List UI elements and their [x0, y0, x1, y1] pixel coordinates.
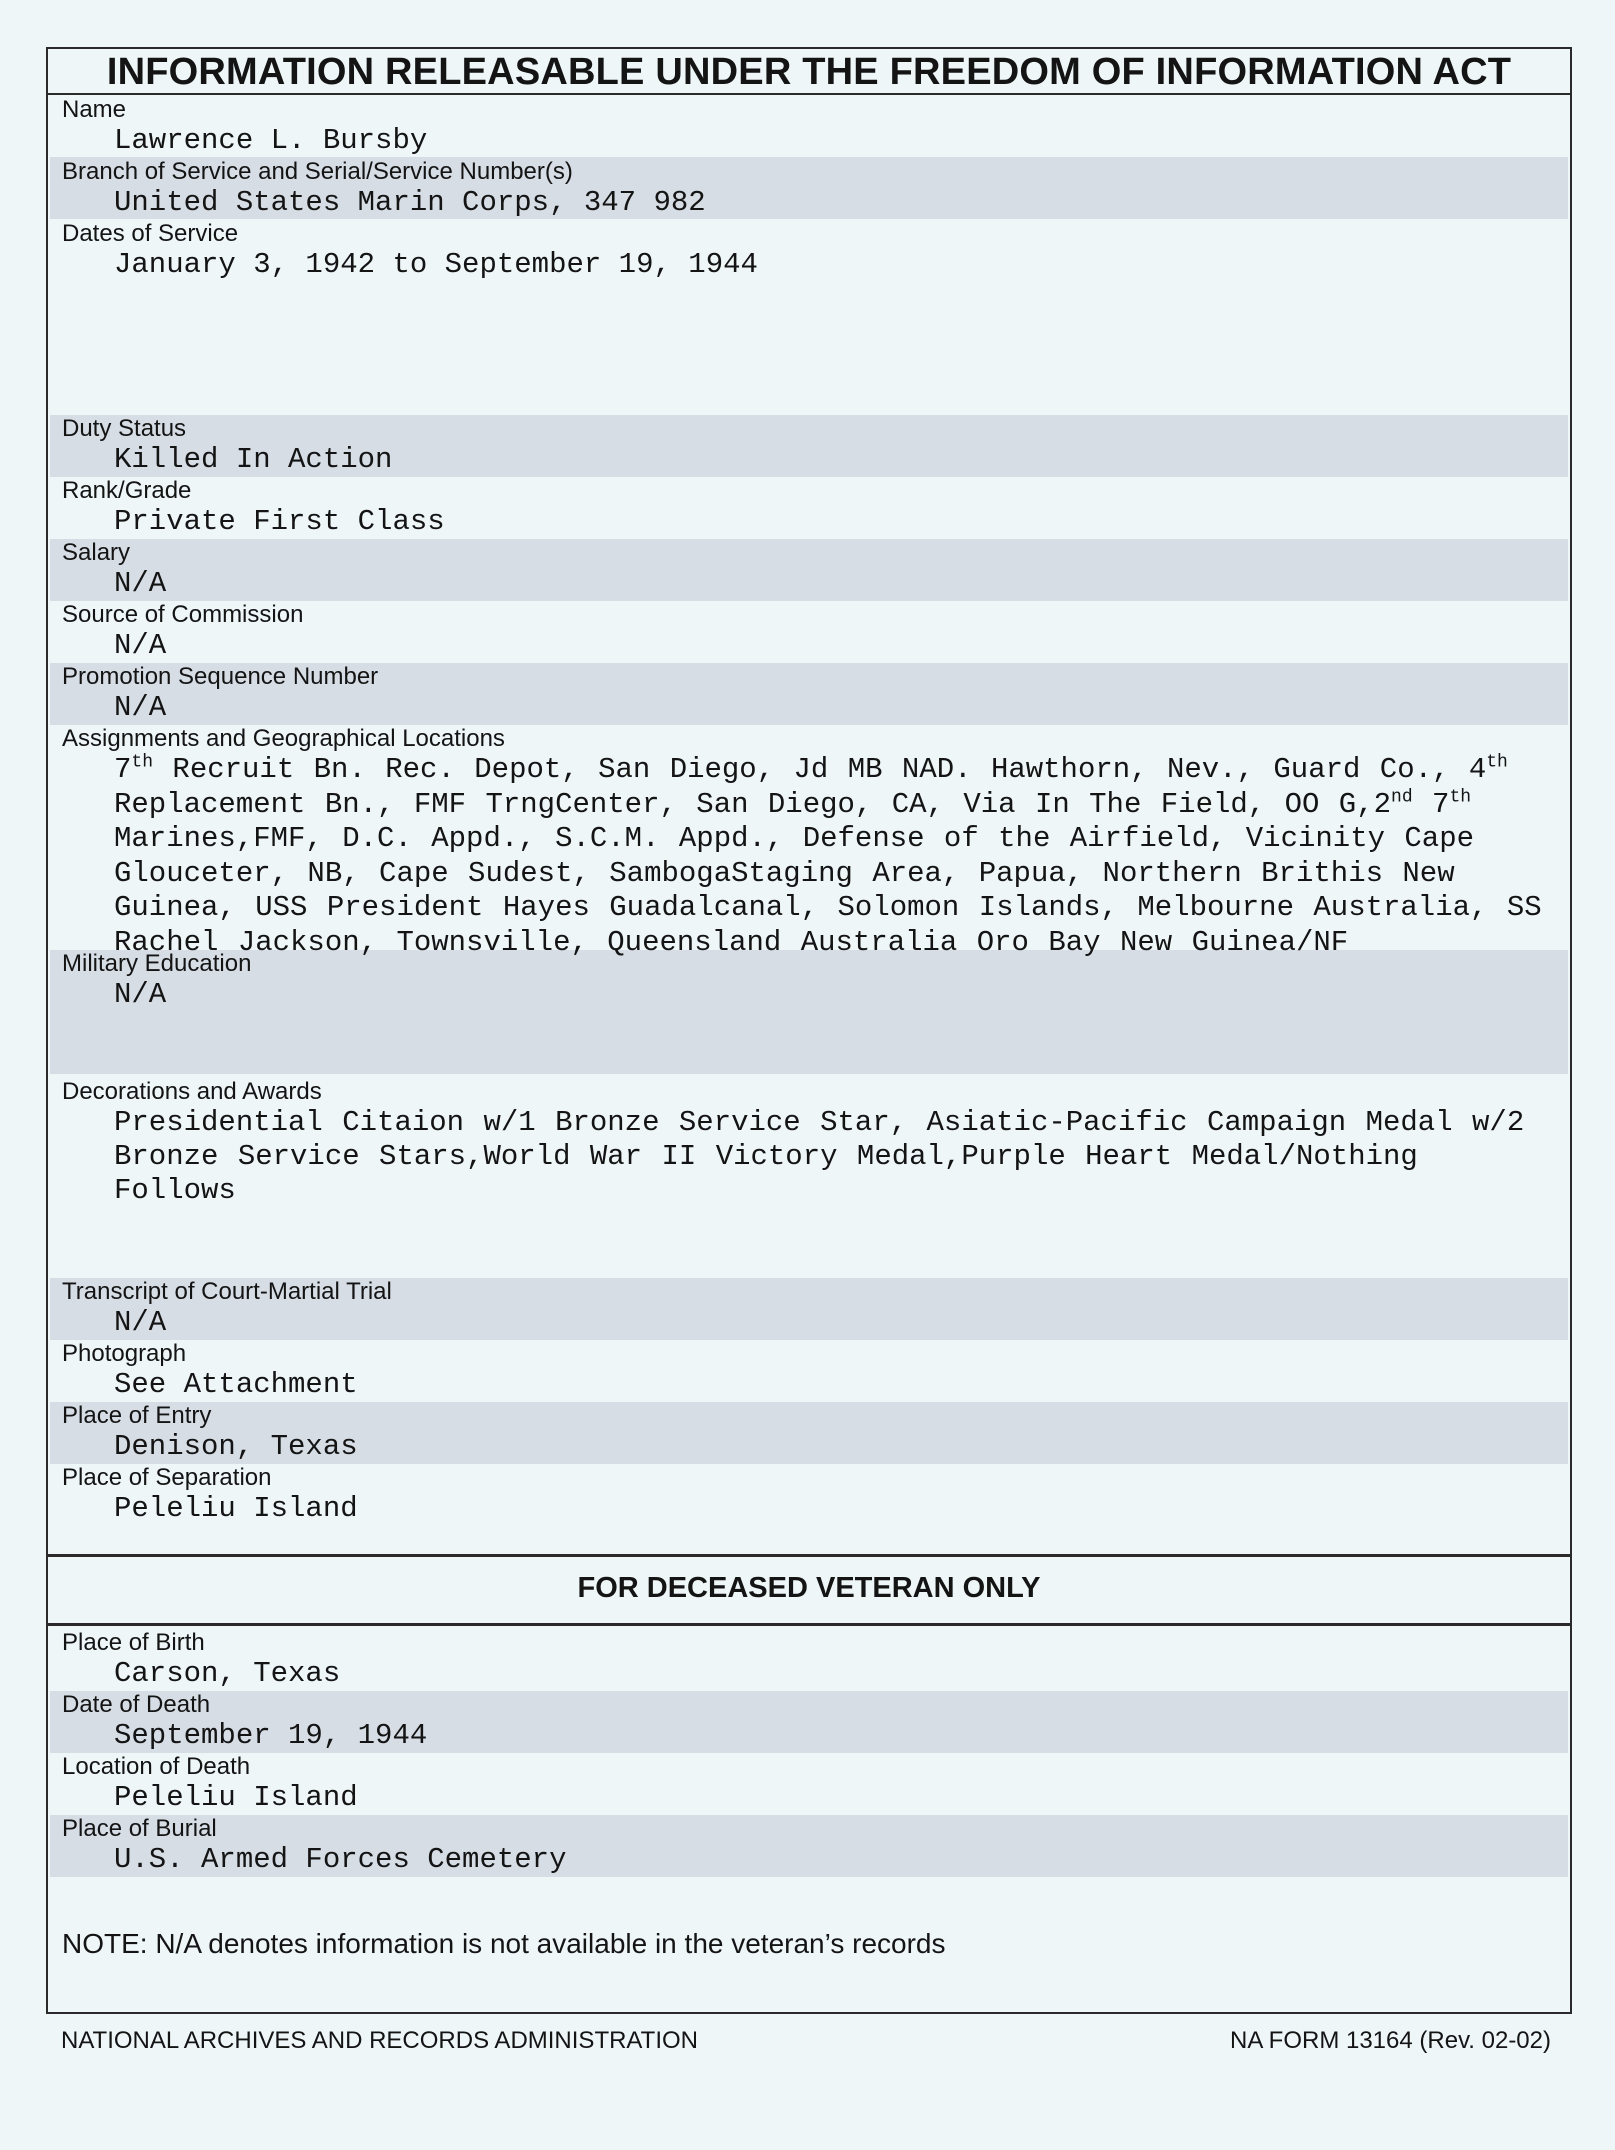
- note-text: NOTE: N/A denotes information is not available in the veteran’s records: [62, 1928, 946, 1959]
- field-label: Rank/Grade: [62, 477, 192, 504]
- field-value: Peleliu Island: [114, 1492, 358, 1525]
- field-decorations-awards: [62, 1078, 1556, 1208]
- field-label: Branch of Service and Serial/Service Number(s): [62, 158, 573, 185]
- field-label: Place of Entry: [62, 1402, 212, 1429]
- deceased-heading: FOR DECEASED VETERAN ONLY: [577, 1572, 1041, 1604]
- field-value: U.S. Armed Forces Cemetery: [114, 1843, 567, 1876]
- field-label: Dates of Service: [62, 220, 239, 247]
- field-label: Source of Commission: [62, 601, 304, 628]
- field-value: January 3, 1942 to September 19, 1944: [114, 248, 758, 281]
- field-value: United States Marin Corps, 347 982: [114, 186, 706, 219]
- field-place-of-birth: [62, 1629, 1556, 1691]
- field-photograph: [62, 1340, 1556, 1402]
- form-frame: [46, 47, 1572, 2014]
- field-label: Assignments and Geographical Locations: [62, 725, 505, 752]
- field-rank-grade: [62, 477, 1556, 539]
- field-label: Place of Burial: [62, 1815, 217, 1842]
- field-label: Place of Birth: [62, 1629, 205, 1656]
- field-label: Name: [62, 96, 127, 123]
- field-location-of-death: [62, 1753, 1556, 1815]
- field-label: Salary: [62, 539, 131, 566]
- field-name: [62, 96, 1556, 158]
- field-court-martial: [62, 1278, 1556, 1340]
- field-value: N/A: [114, 1306, 167, 1339]
- field-promotion-sequence-number: [62, 663, 1556, 725]
- form-title: INFORMATION RELEASABLE UNDER THE FREEDOM OF INFORMATION ACT: [48, 49, 1570, 95]
- field-label: Location of Death: [62, 1753, 251, 1780]
- field-branch: [62, 158, 1556, 220]
- field-value: N/A: [114, 691, 167, 724]
- field-value: Peleliu Island: [114, 1781, 358, 1814]
- field-value: September 19, 1944: [114, 1719, 428, 1752]
- footer-agency: NATIONAL ARCHIVES AND RECORDS ADMINISTRATION: [61, 2027, 698, 2054]
- field-label: Decorations and Awards: [62, 1078, 322, 1105]
- field-label: Place of Separation: [62, 1464, 272, 1491]
- field-label: Duty Status: [62, 415, 187, 442]
- footer-form-number: NA FORM 13164 (Rev. 02-02): [1229, 2027, 1551, 2054]
- field-value: Killed In Action: [114, 443, 393, 476]
- field-value: N/A: [114, 567, 167, 600]
- field-label: Photograph: [62, 1340, 187, 1367]
- field-value: Lawrence L. Bursby: [114, 124, 428, 157]
- field-salary: [62, 539, 1556, 601]
- field-place-of-separation: [62, 1464, 1556, 1526]
- field-value: N/A: [114, 629, 167, 662]
- field-value: 7th Recruit Bn. Rec. Depot, San Diego, Jd MB NAD. Hawthorn, Nev., Guard Co., 4th Replacement Bn., FMF TrngCenter, San Diego, CA, Via In The Field, OO G,2nd 7th Marines,FMF, D.C. Appd., S.C.M. Appd., Defense of the Airfield, Vicinity Cape Glouceter, NB, Cape Sudest, SambogaStaging Area, Papua, Northern Brithis New Guinea, USS President Hayes Guadalcanal, Solomon Islands, Melbourne Australia, SS Rachel Jackson, Townsville, Queensland Australia Oro Bay New Guinea/NF: [114, 753, 1542, 959]
- field-military-education: [62, 950, 1556, 1012]
- field-label: Transcript of Court-Martial Trial: [62, 1278, 392, 1305]
- field-value: N/A: [114, 978, 167, 1011]
- field-date-of-death: [62, 1691, 1556, 1753]
- field-value: Carson, Texas: [114, 1657, 341, 1690]
- field-value: Denison, Texas: [114, 1430, 358, 1463]
- section-divider: [48, 1623, 1570, 1626]
- field-label: Military Education: [62, 950, 252, 977]
- field-dates-of-service: [62, 220, 1556, 282]
- field-value: Private First Class: [114, 505, 445, 538]
- field-assignments: [62, 725, 1556, 959]
- field-value: Presidential Citaion w/1 Bronze Service Star, Asiatic-Pacific Campaign Medal w/2 Bronze Service Stars,World War II Victory Medal,Purple Heart Medal/Nothing Follows: [114, 1106, 1525, 1207]
- field-label: Promotion Sequence Number: [62, 663, 379, 690]
- field-value: See Attachment: [114, 1368, 358, 1401]
- field-duty-status: [62, 415, 1556, 477]
- field-label: Date of Death: [62, 1691, 211, 1718]
- field-source-of-commission: [62, 601, 1556, 663]
- field-place-of-entry: [62, 1402, 1556, 1464]
- field-place-of-burial: [62, 1815, 1556, 1877]
